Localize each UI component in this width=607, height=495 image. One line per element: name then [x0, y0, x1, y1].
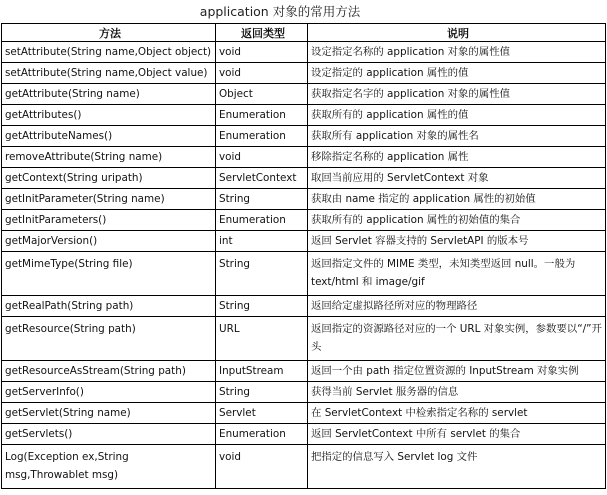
- table-header-row: [2, 24, 606, 42]
- return-type-cell: Enumeration: [216, 105, 308, 126]
- table-row: [2, 168, 606, 189]
- table-row: [2, 189, 606, 210]
- table-row: [2, 361, 606, 382]
- method-cell: getContext(String uripath): [2, 168, 216, 189]
- return-type-cell: String: [216, 296, 308, 317]
- return-type-cell: int: [216, 231, 308, 252]
- method-cell: getResourceAsStream(String path): [2, 361, 216, 382]
- return-type-cell: ServletContext: [216, 168, 308, 189]
- return-type-cell: URL: [216, 317, 308, 361]
- table-row: [2, 424, 606, 445]
- description-cell: 返回给定虚拟路径所对应的物理路径: [308, 296, 606, 317]
- table-row: [2, 403, 606, 424]
- return-type-cell: Enumeration: [216, 126, 308, 147]
- description-cell: 获取所有 application 对象的属性名: [308, 126, 606, 147]
- method-cell: getMajorVersion(): [2, 231, 216, 252]
- method-cell: getServerInfo(): [2, 382, 216, 403]
- method-cell: getServlets(): [2, 424, 216, 445]
- description-cell: 返回指定的资源路径对应的一个 URL 对象实例，参数要以“/”开头: [308, 317, 606, 361]
- table-row: [2, 126, 606, 147]
- return-type-cell: String: [216, 382, 308, 403]
- header-return-type: 返回类型: [216, 24, 308, 42]
- table-row: [2, 231, 606, 252]
- method-cell: getResource(String path): [2, 317, 216, 361]
- header-method: 方法: [2, 24, 216, 42]
- table-row: [2, 296, 606, 317]
- description-cell: 返回一个由 path 指定位置资源的 InputStream 对象实例: [308, 361, 606, 382]
- table-row: [2, 63, 606, 84]
- method-cell: getAttributes(): [2, 105, 216, 126]
- method-cell: getServlet(String name): [2, 403, 216, 424]
- method-cell: setAttribute(String name,Object value): [2, 63, 216, 84]
- description-cell: 获取指定名字的 application 对象的属性值: [308, 84, 606, 105]
- description-cell: 获取所有的 application 属性的值: [308, 105, 606, 126]
- description-cell: 返回 ServletContext 中所有 servlet 的集合: [308, 424, 606, 445]
- table-row: [2, 105, 606, 126]
- table-row: [2, 147, 606, 168]
- description-cell: 设定指定的 application 属性的值: [308, 63, 606, 84]
- application-methods-table: [1, 23, 606, 489]
- description-cell: 获取由 name 指定的 application 属性的初始值: [308, 189, 606, 210]
- method-cell: setAttribute(String name,Object object): [2, 42, 216, 63]
- return-type-cell: void: [216, 445, 308, 489]
- return-type-cell: void: [216, 147, 308, 168]
- table-row: [2, 382, 606, 403]
- return-type-cell: String: [216, 189, 308, 210]
- description-cell: 返回指定文件的 MIME 类型，未知类型返回 null。一般为 text/html 和 image/gif: [308, 252, 606, 296]
- table-row: [2, 317, 606, 361]
- return-type-cell: Enumeration: [216, 424, 308, 445]
- table-row: [2, 84, 606, 105]
- description-cell: 取回当前应用的 ServletContext 对象: [308, 168, 606, 189]
- method-cell: getRealPath(String path): [2, 296, 216, 317]
- description-cell: 返回 Servlet 容器支持的 ServletAPI 的版本号: [308, 231, 606, 252]
- method-cell: Log(Exception ex,String msg,Throwablet msg): [2, 445, 216, 489]
- table-row: [2, 42, 606, 63]
- method-cell: getInitParameter(String name): [2, 189, 216, 210]
- return-type-cell: Object: [216, 84, 308, 105]
- return-type-cell: String: [216, 252, 308, 296]
- table-caption: application 对象的常用方法: [199, 4, 361, 19]
- table-row: [2, 445, 606, 489]
- method-cell: getMimeType(String file): [2, 252, 216, 296]
- description-cell: 移除指定名称的 application 属性: [308, 147, 606, 168]
- return-type-cell: void: [216, 63, 308, 84]
- method-cell: getAttributeNames(): [2, 126, 216, 147]
- description-cell: 获得当前 Servlet 服务器的信息: [308, 382, 606, 403]
- return-type-cell: Enumeration: [216, 210, 308, 231]
- method-cell: removeAttribute(String name): [2, 147, 216, 168]
- description-cell: 设定指定名称的 application 对象的属性值: [308, 42, 606, 63]
- table-row: [2, 210, 606, 231]
- return-type-cell: Servlet: [216, 403, 308, 424]
- method-cell: getInitParameters(): [2, 210, 216, 231]
- return-type-cell: InputStream: [216, 361, 308, 382]
- description-cell: 把指定的信息写入 Servlet log 文件: [308, 445, 606, 489]
- header-description: 说明: [308, 24, 606, 42]
- method-cell: getAttribute(String name): [2, 84, 216, 105]
- description-cell: 获取所有的 application 属性的初始值的集合: [308, 210, 606, 231]
- description-cell: 在 ServletContext 中检索指定名称的 servlet: [308, 403, 606, 424]
- return-type-cell: void: [216, 42, 308, 63]
- table-row: [2, 252, 606, 296]
